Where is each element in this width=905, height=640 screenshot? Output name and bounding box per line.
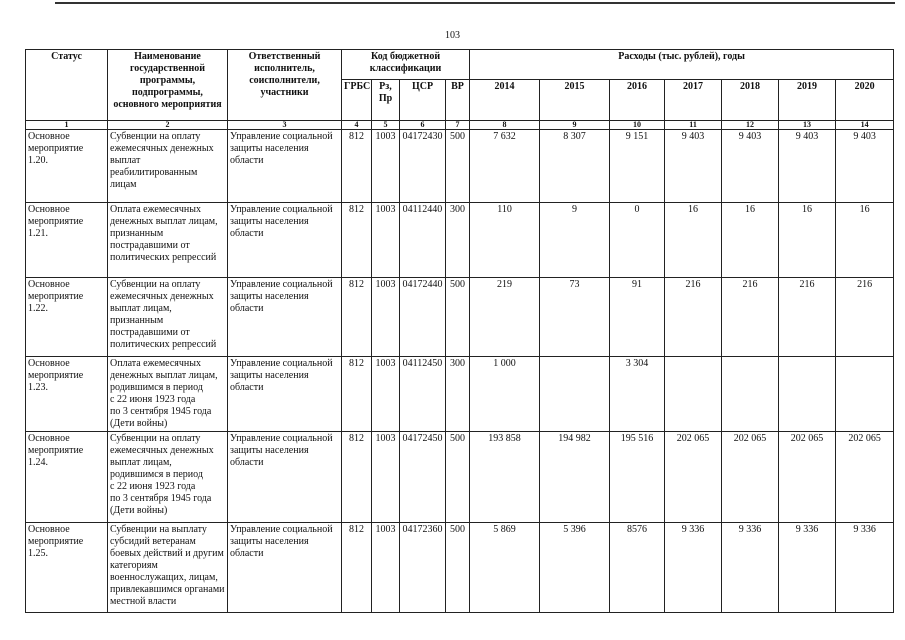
- expense-value-cell: 16: [665, 203, 722, 278]
- header-year: 2015: [540, 80, 610, 121]
- grbs-cell: 812: [342, 357, 372, 432]
- executor-cell: Управление социальной защиты населения области: [228, 278, 342, 357]
- expense-value-cell: 9 336: [722, 523, 779, 613]
- column-number: 8: [470, 121, 540, 130]
- expense-value-cell: 216: [665, 278, 722, 357]
- status-cell: Основное мероприятие 1.25.: [26, 523, 108, 613]
- expense-value-cell: [722, 357, 779, 432]
- program-name-cell: Субвенции на оплату ежемесячных денежных выплат реабилитированным лицам: [108, 130, 228, 203]
- column-number: 6: [400, 121, 446, 130]
- rz-cell: 1003: [372, 523, 400, 613]
- header-executor: Ответственный исполнитель, соисполнители, участники: [228, 50, 342, 121]
- expense-value-cell: 202 065: [836, 432, 894, 523]
- header-csr: ЦСР: [400, 80, 446, 121]
- expense-value-cell: 110: [470, 203, 540, 278]
- status-cell: Основное мероприятие 1.21.: [26, 203, 108, 278]
- header-year: 2019: [779, 80, 836, 121]
- expense-value-cell: 195 516: [610, 432, 665, 523]
- table-row: [26, 278, 894, 357]
- expense-value-cell: 0: [610, 203, 665, 278]
- rz-cell: 1003: [372, 357, 400, 432]
- status-cell: Основное мероприятие 1.20.: [26, 130, 108, 203]
- expense-value-cell: 202 065: [722, 432, 779, 523]
- expense-value-cell: 8 307: [540, 130, 610, 203]
- expense-value-cell: 9 403: [836, 130, 894, 203]
- rz-cell: 1003: [372, 203, 400, 278]
- expense-value-cell: 202 065: [779, 432, 836, 523]
- table-body: [26, 130, 894, 613]
- header-year: 2020: [836, 80, 894, 121]
- program-name-cell: Субвенции на выплату субсидий ветеранам боевых действий и другим категориям военнослужащих, лицам, привлекавшимся органами местной власти: [108, 523, 228, 613]
- csr-cell: 04172360: [400, 523, 446, 613]
- expense-value-cell: 8576: [610, 523, 665, 613]
- column-number: 1: [26, 121, 108, 130]
- column-number: 3: [228, 121, 342, 130]
- column-number: 5: [372, 121, 400, 130]
- executor-cell: Управление социальной защиты населения области: [228, 203, 342, 278]
- column-number: 4: [342, 121, 372, 130]
- expense-value-cell: [836, 357, 894, 432]
- header-name: Наименование государственной программы, подпрограммы, основного мероприятия: [108, 50, 228, 121]
- table-row: [26, 432, 894, 523]
- expense-value-cell: 16: [836, 203, 894, 278]
- column-number: 10: [610, 121, 665, 130]
- expense-value-cell: 9 151: [610, 130, 665, 203]
- expense-value-cell: 216: [836, 278, 894, 357]
- grbs-cell: 812: [342, 130, 372, 203]
- header-year: 2018: [722, 80, 779, 121]
- column-number: 14: [836, 121, 894, 130]
- vr-cell: 300: [446, 203, 470, 278]
- executor-cell: Управление социальной защиты населения области: [228, 130, 342, 203]
- expense-value-cell: 1 000: [470, 357, 540, 432]
- table-row: [26, 523, 894, 613]
- vr-cell: 500: [446, 432, 470, 523]
- header-year: 2014: [470, 80, 540, 121]
- expense-value-cell: 91: [610, 278, 665, 357]
- expense-value-cell: [665, 357, 722, 432]
- program-name-cell: Субвенции на оплату ежемесячных денежных выплат лицам, признанным пострадавшими от политических репрессий: [108, 278, 228, 357]
- header-year: 2016: [610, 80, 665, 121]
- status-cell: Основное мероприятие 1.24.: [26, 432, 108, 523]
- executor-cell: Управление социальной защиты населения области: [228, 432, 342, 523]
- expense-value-cell: 9 336: [836, 523, 894, 613]
- budget-table: [25, 49, 894, 613]
- column-number: 12: [722, 121, 779, 130]
- expense-value-cell: 9 336: [779, 523, 836, 613]
- csr-cell: 04172440: [400, 278, 446, 357]
- expense-value-cell: 5 396: [540, 523, 610, 613]
- csr-cell: 04112450: [400, 357, 446, 432]
- rz-cell: 1003: [372, 130, 400, 203]
- expense-value-cell: 202 065: [665, 432, 722, 523]
- expense-value-cell: 5 869: [470, 523, 540, 613]
- expense-value-cell: 216: [779, 278, 836, 357]
- header-vr: ВР: [446, 80, 470, 121]
- expense-value-cell: 193 858: [470, 432, 540, 523]
- column-number: 7: [446, 121, 470, 130]
- expense-value-cell: 16: [722, 203, 779, 278]
- table-row: [26, 130, 894, 203]
- column-number: 9: [540, 121, 610, 130]
- executor-cell: Управление социальной защиты населения области: [228, 357, 342, 432]
- status-cell: Основное мероприятие 1.22.: [26, 278, 108, 357]
- header-expenses: Расходы (тыс. рублей), годы: [470, 50, 894, 80]
- expense-value-cell: 9 403: [665, 130, 722, 203]
- expense-value-cell: 9 336: [665, 523, 722, 613]
- csr-cell: 04112440: [400, 203, 446, 278]
- expense-value-cell: 194 982: [540, 432, 610, 523]
- expense-value-cell: 9: [540, 203, 610, 278]
- top-border-line: [55, 2, 895, 4]
- expense-value-cell: 9 403: [722, 130, 779, 203]
- program-name-cell: Субвенции на оплату ежемесячных денежных выплат лицам, родившимся в период с 22 июня 1923 года по 3 сентября 1945 года (Дети войны): [108, 432, 228, 523]
- expense-value-cell: 3 304: [610, 357, 665, 432]
- expense-value-cell: [540, 357, 610, 432]
- table-row: [26, 203, 894, 278]
- expense-value-cell: 7 632: [470, 130, 540, 203]
- header-year: 2017: [665, 80, 722, 121]
- expense-value-cell: 73: [540, 278, 610, 357]
- grbs-cell: 812: [342, 432, 372, 523]
- header-rz: Рз, Пр: [372, 80, 400, 121]
- table-row: [26, 357, 894, 432]
- column-number: 13: [779, 121, 836, 130]
- grbs-cell: 812: [342, 523, 372, 613]
- executor-cell: Управление социальной защиты населения области: [228, 523, 342, 613]
- expense-value-cell: 16: [779, 203, 836, 278]
- grbs-cell: 812: [342, 278, 372, 357]
- header-status: Статус: [26, 50, 108, 121]
- vr-cell: 500: [446, 130, 470, 203]
- program-name-cell: Оплата ежемесячных денежных выплат лицам, признанным пострадавшими от политических репрессий: [108, 203, 228, 278]
- csr-cell: 04172430: [400, 130, 446, 203]
- program-name-cell: Оплата ежемесячных денежных выплат лицам, родившимся в период с 22 июня 1923 года по 3 сентября 1945 года (Дети войны): [108, 357, 228, 432]
- rz-cell: 1003: [372, 278, 400, 357]
- vr-cell: 300: [446, 357, 470, 432]
- column-number: 2: [108, 121, 228, 130]
- column-number: 11: [665, 121, 722, 130]
- page-number: 103: [445, 30, 460, 41]
- header-grbs: ГРБС: [342, 80, 372, 121]
- expense-value-cell: 219: [470, 278, 540, 357]
- expense-value-cell: 9 403: [779, 130, 836, 203]
- header-budget-code: Код бюджетной классификации: [342, 50, 470, 80]
- status-cell: Основное мероприятие 1.23.: [26, 357, 108, 432]
- rz-cell: 1003: [372, 432, 400, 523]
- expense-value-cell: [779, 357, 836, 432]
- expense-value-cell: 216: [722, 278, 779, 357]
- vr-cell: 500: [446, 278, 470, 357]
- grbs-cell: 812: [342, 203, 372, 278]
- vr-cell: 500: [446, 523, 470, 613]
- csr-cell: 04172450: [400, 432, 446, 523]
